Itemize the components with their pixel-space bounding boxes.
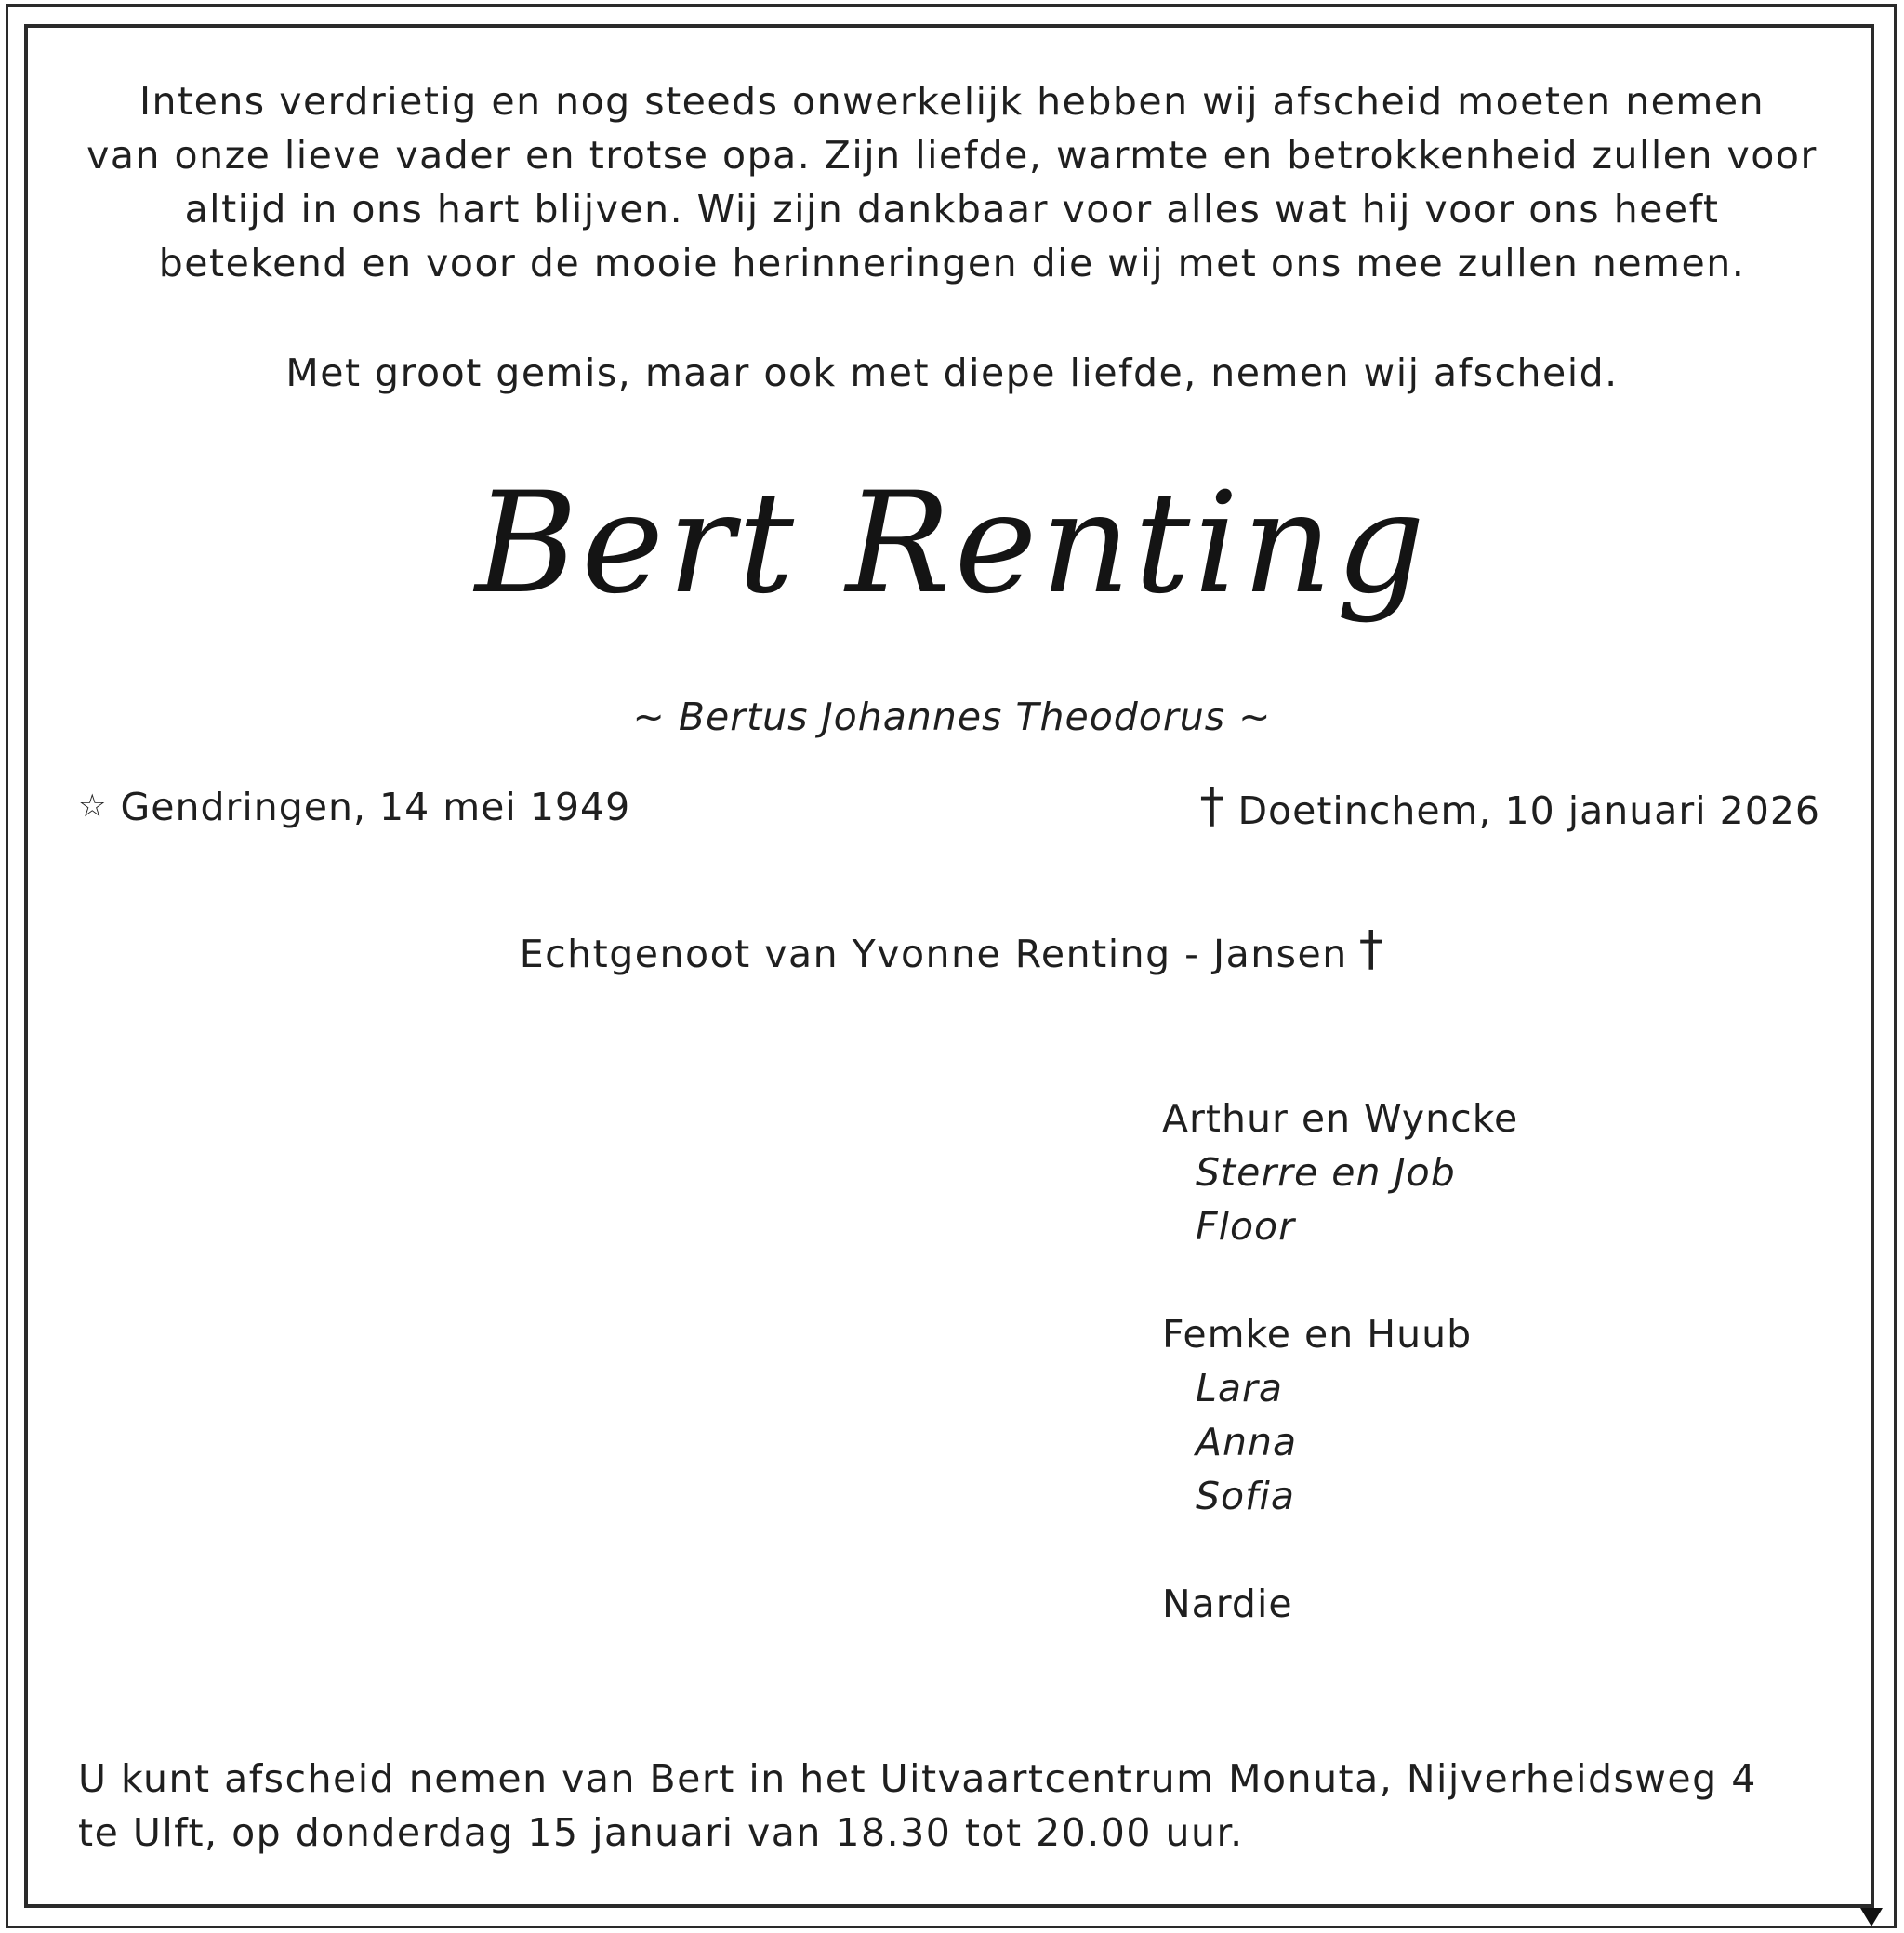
family-list xyxy=(1162,1092,1518,1685)
death-info xyxy=(1199,779,1820,838)
intro-text xyxy=(56,74,1848,290)
full-name: ~ Bertus Johannes Theodorus ~ xyxy=(632,695,1272,739)
visitation-text xyxy=(78,1752,1844,1860)
closing-line: Met groot gemis, maar ook met diepe liefde, nemen wij afscheid. xyxy=(285,351,1619,395)
family-group xyxy=(1162,1577,1518,1631)
cross-icon: † xyxy=(1199,778,1225,834)
triangle-down-icon xyxy=(1860,1908,1883,1926)
family-head: Femke en Huub xyxy=(1162,1312,1473,1357)
birth-text: Gendringen, 14 mei 1949 xyxy=(120,785,631,829)
family-head: Arthur en Wyncke xyxy=(1162,1096,1519,1141)
spouse-text: Echtgenoot van Yvonne Renting - Jansen xyxy=(519,932,1348,976)
grandchild: Sterre en Job xyxy=(1196,1150,1456,1195)
grandchild: Sofia xyxy=(1196,1474,1296,1518)
star-icon: ☆ xyxy=(78,788,108,825)
cross-icon: † xyxy=(1358,921,1385,977)
birth-info xyxy=(78,779,630,834)
intro-line: altijd in ons hart blijven. Wij zijn dankbaar voor alles wat hij voor ons heeft xyxy=(184,187,1720,232)
intro-line: betekend en voor de mooie herinneringen die wij met ons mee zullen nemen. xyxy=(158,241,1746,285)
family-group xyxy=(1162,1307,1518,1523)
grandchild: Anna xyxy=(1196,1420,1298,1464)
spouse-line xyxy=(0,922,1904,981)
visitation-line: te Ulft, op donderdag 15 januari van 18.30 tot 20.00 uur. xyxy=(78,1810,1244,1855)
intro-line: van onze lieve vader en trotse opa. Zijn liefde, warmte en betrokkenheid zullen voor xyxy=(86,133,1818,178)
grandchild: Floor xyxy=(1196,1204,1295,1249)
visitation-line: U kunt afscheid nemen van Bert in het Uitvaartcentrum Monuta, Nijverheidsweg 4 xyxy=(78,1756,1757,1801)
intro-line: Intens verdrietig en nog steeds onwerkelijk hebben wij afscheid moeten nemen xyxy=(139,79,1765,124)
family-group xyxy=(1162,1092,1518,1253)
family-head: Nardie xyxy=(1162,1582,1293,1626)
grandchild: Lara xyxy=(1196,1366,1283,1410)
death-text: Doetinchem, 10 januari 2026 xyxy=(1237,788,1820,833)
deceased-name: Bert Renting xyxy=(475,463,1429,625)
